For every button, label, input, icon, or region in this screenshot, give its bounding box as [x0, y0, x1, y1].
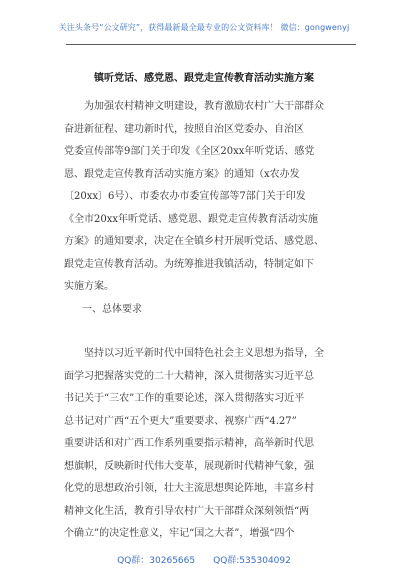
qq-group-1: QQ群：30265665: [117, 556, 196, 566]
paragraph-line: 重要讲话和对广西工作系列重要指示精神，高举新时代思: [64, 438, 314, 449]
paragraph-line: 总书记对广西“五个更大”重要要求、视察广西“4.27”: [64, 415, 297, 427]
paragraph-line: 精神文化生活，教育引导农村广大干部群众深刻领悟“两: [64, 505, 310, 517]
section-heading: 一、总体要求: [82, 304, 142, 315]
paragraph-line: 方案》的通知要求，决定在全镇乡村开展听党话、感党恩、: [64, 236, 324, 247]
paragraph-line: 〔20xx〕6号）、市委农办市委宣传部等7部门关于印发: [64, 191, 306, 202]
paragraph-line: 奋进新征程、建功新时代，按照自治区党委办、自治区: [64, 123, 304, 135]
paragraph-line: 《全市20xx年听党话、感党恩、跟党走宣传教育活动实施: [64, 213, 319, 225]
paragraph-line: 书记关于“三农”工作的重要论述，深入贯彻落实习近平: [64, 393, 305, 404]
paragraph-overall-requirements: [64, 343, 352, 546]
paragraph-line: 跟党走宣传教育活动。为统筹推进我镇活动，特制定如下: [64, 258, 314, 270]
paragraph-line: 为加强农村精神文明建设，教育激励农村广大干部群众: [64, 101, 324, 112]
header-banner: 关注头条号“公文研究”，获得最新最全最专业的公文资料库！ 微信：gongwenyj: [58, 23, 350, 32]
paragraph-line: 恩、跟党走宣传教育活动实施方案》的通知（x农办发: [64, 168, 300, 180]
paragraph-line: 党委宣传部等9部门关于印发《全区20xx年听党话、感党: [64, 146, 315, 157]
document-title: 镇听党话、感党恩、跟党走宣传教育活动实施方案: [94, 73, 314, 84]
header-divider: [66, 44, 356, 45]
paragraph-intro: [64, 96, 352, 299]
paragraph-line: 坚持以习近平新时代中国特色社会主义思想为指导，全: [64, 348, 324, 359]
paragraph-line: 面学习把握落实党的二十大精神，深入贯彻落实习近平总: [64, 370, 314, 382]
paragraph-line: 个确立”的决定性意义，牢记“国之大者”，增强“四个: [64, 528, 295, 539]
paragraph-line: 实施方案。: [64, 281, 114, 292]
footer-contact: [0, 553, 408, 566]
qq-group-2: QQ群:535304092: [213, 556, 291, 566]
paragraph-line: 想旗帜，反映新时代伟大变革，展现新时代精神气象，强: [64, 460, 314, 472]
paragraph-line: 化党的思想政治引领，壮大主流思想舆论阵地，丰富乡村: [64, 483, 314, 494]
